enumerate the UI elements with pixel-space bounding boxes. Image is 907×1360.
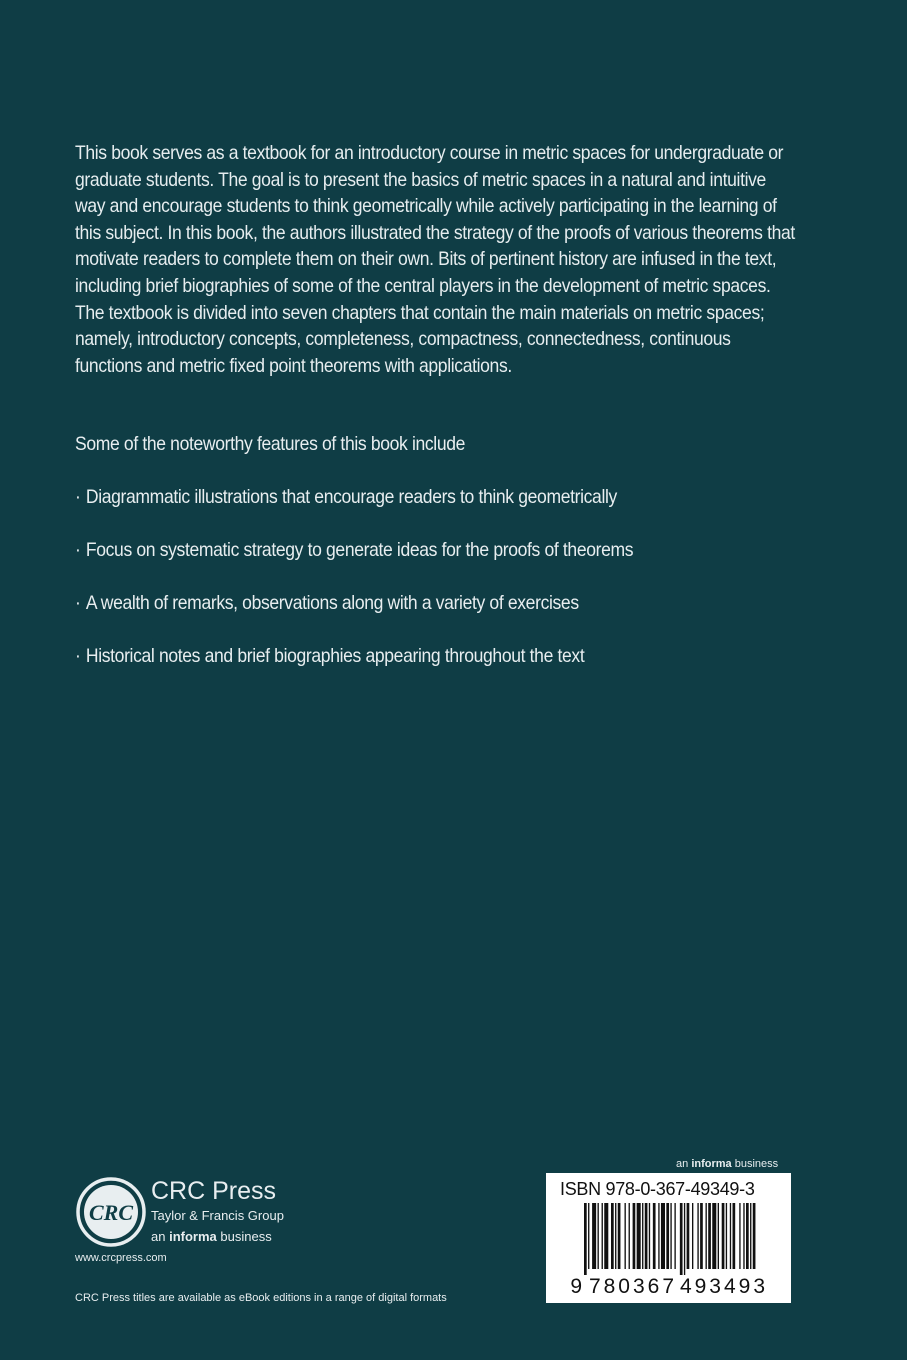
barcode-bar — [746, 1203, 749, 1269]
barcode-bar — [645, 1203, 648, 1269]
barcode-bar — [750, 1203, 751, 1269]
barcode-bar — [642, 1203, 643, 1269]
book-description: This book serves as a textbook for an introductory course in metric spaces for undergraduate or graduate students. The goal is to present the basics of metric spaces in a natural and intuitive way and encourage students to think geometrically while actively participating in the learning of this subject. In this book, the authors illustrated the strategy of the proofs of various theorems that motivate readers to complete them on their own. Bits of pertinent history are infused in the text, including brief biographies of some of the central players in the development of metric spaces. The textbook is divided into seven chapters that contain the main materials on metric spaces; namely, introductory concepts, completeness, compactness, connectedness, continuous functions and metric fixed point theorems with applications. — [75, 142, 795, 377]
barcode-bar — [598, 1203, 599, 1269]
bullet-icon: · — [75, 645, 81, 667]
barcode-bar — [718, 1203, 719, 1269]
publisher-website[interactable]: www.crcpress.com — [75, 1252, 167, 1264]
barcode-bar — [637, 1203, 641, 1269]
barcode-bar — [674, 1203, 675, 1269]
barcode-bar — [706, 1203, 707, 1269]
barcode-bar — [629, 1203, 630, 1269]
barcode-bar — [753, 1203, 756, 1269]
barcode-bars — [584, 1203, 755, 1275]
barcode-bar — [666, 1203, 669, 1269]
bullet-icon: · — [75, 486, 81, 508]
features-list — [75, 484, 695, 696]
barcode-bar — [588, 1203, 589, 1269]
barcode-bar — [700, 1203, 703, 1269]
barcode-bar — [739, 1203, 740, 1269]
features-intro: Some of the noteworthy features of this book include — [75, 433, 466, 455]
bullet-icon: · — [75, 592, 81, 614]
publisher-informa-tagline: an informa business — [151, 1229, 272, 1244]
barcode-bar — [618, 1203, 621, 1269]
isbn-label: ISBN 978-0-367-49349-3 — [560, 1179, 755, 1199]
barcode-bar — [670, 1203, 671, 1269]
barcode-bar — [602, 1203, 603, 1269]
barcode-bar — [726, 1203, 727, 1269]
barcode-bar — [615, 1203, 616, 1269]
barcode-bar — [743, 1203, 744, 1269]
publisher-group: Taylor & Francis Group — [151, 1208, 284, 1223]
logo-wordmark: CRC — [88, 1200, 134, 1225]
ebook-note: CRC Press titles are available as eBook editions in a range of digital formats — [75, 1292, 447, 1304]
barcode-bar — [684, 1203, 685, 1275]
barcode-bar — [697, 1203, 698, 1269]
barcode-bar — [692, 1203, 693, 1269]
barcode-bar — [658, 1203, 659, 1269]
barcode-bar — [687, 1203, 690, 1269]
barcode-bar — [633, 1203, 636, 1269]
barcode-bar — [592, 1203, 596, 1269]
crc-logo-icon — [75, 1176, 147, 1248]
barcode-digits-left: 780367 — [588, 1275, 678, 1298]
barcode-bar — [712, 1203, 716, 1269]
barcode-bar — [733, 1203, 736, 1269]
barcode-bar — [653, 1203, 656, 1269]
barcode-icon — [546, 1173, 791, 1303]
barcode-bar — [649, 1203, 650, 1269]
feature-item: · Focus on systematic strategy to generate ideas for the proofs of theorems — [75, 539, 634, 561]
informa-tagline-top: an informa business — [676, 1158, 779, 1170]
barcode-bar — [730, 1203, 731, 1269]
bullet-icon: · — [75, 539, 81, 561]
isbn-barcode-box — [546, 1173, 791, 1303]
barcode-bar — [708, 1203, 711, 1269]
barcode-bar — [584, 1203, 587, 1275]
feature-item: · A wealth of remarks, observations along with a variety of exercises — [75, 592, 579, 614]
barcode-bar — [680, 1203, 683, 1275]
barcode-bar — [625, 1203, 626, 1269]
barcode-digits-right: 493493 — [679, 1275, 769, 1298]
barcode-bar — [604, 1203, 608, 1269]
feature-item: · Diagrammatic illustrations that encourage readers to think geometrically — [75, 486, 617, 508]
barcode-digit-lead: 9 — [570, 1275, 582, 1298]
publisher-name: CRC Press — [151, 1177, 277, 1205]
feature-item: · Historical notes and brief biographies appearing throughout the text — [75, 645, 585, 667]
barcode-bar — [611, 1203, 614, 1269]
barcode-bar — [661, 1203, 665, 1269]
barcode-bar — [722, 1203, 725, 1269]
